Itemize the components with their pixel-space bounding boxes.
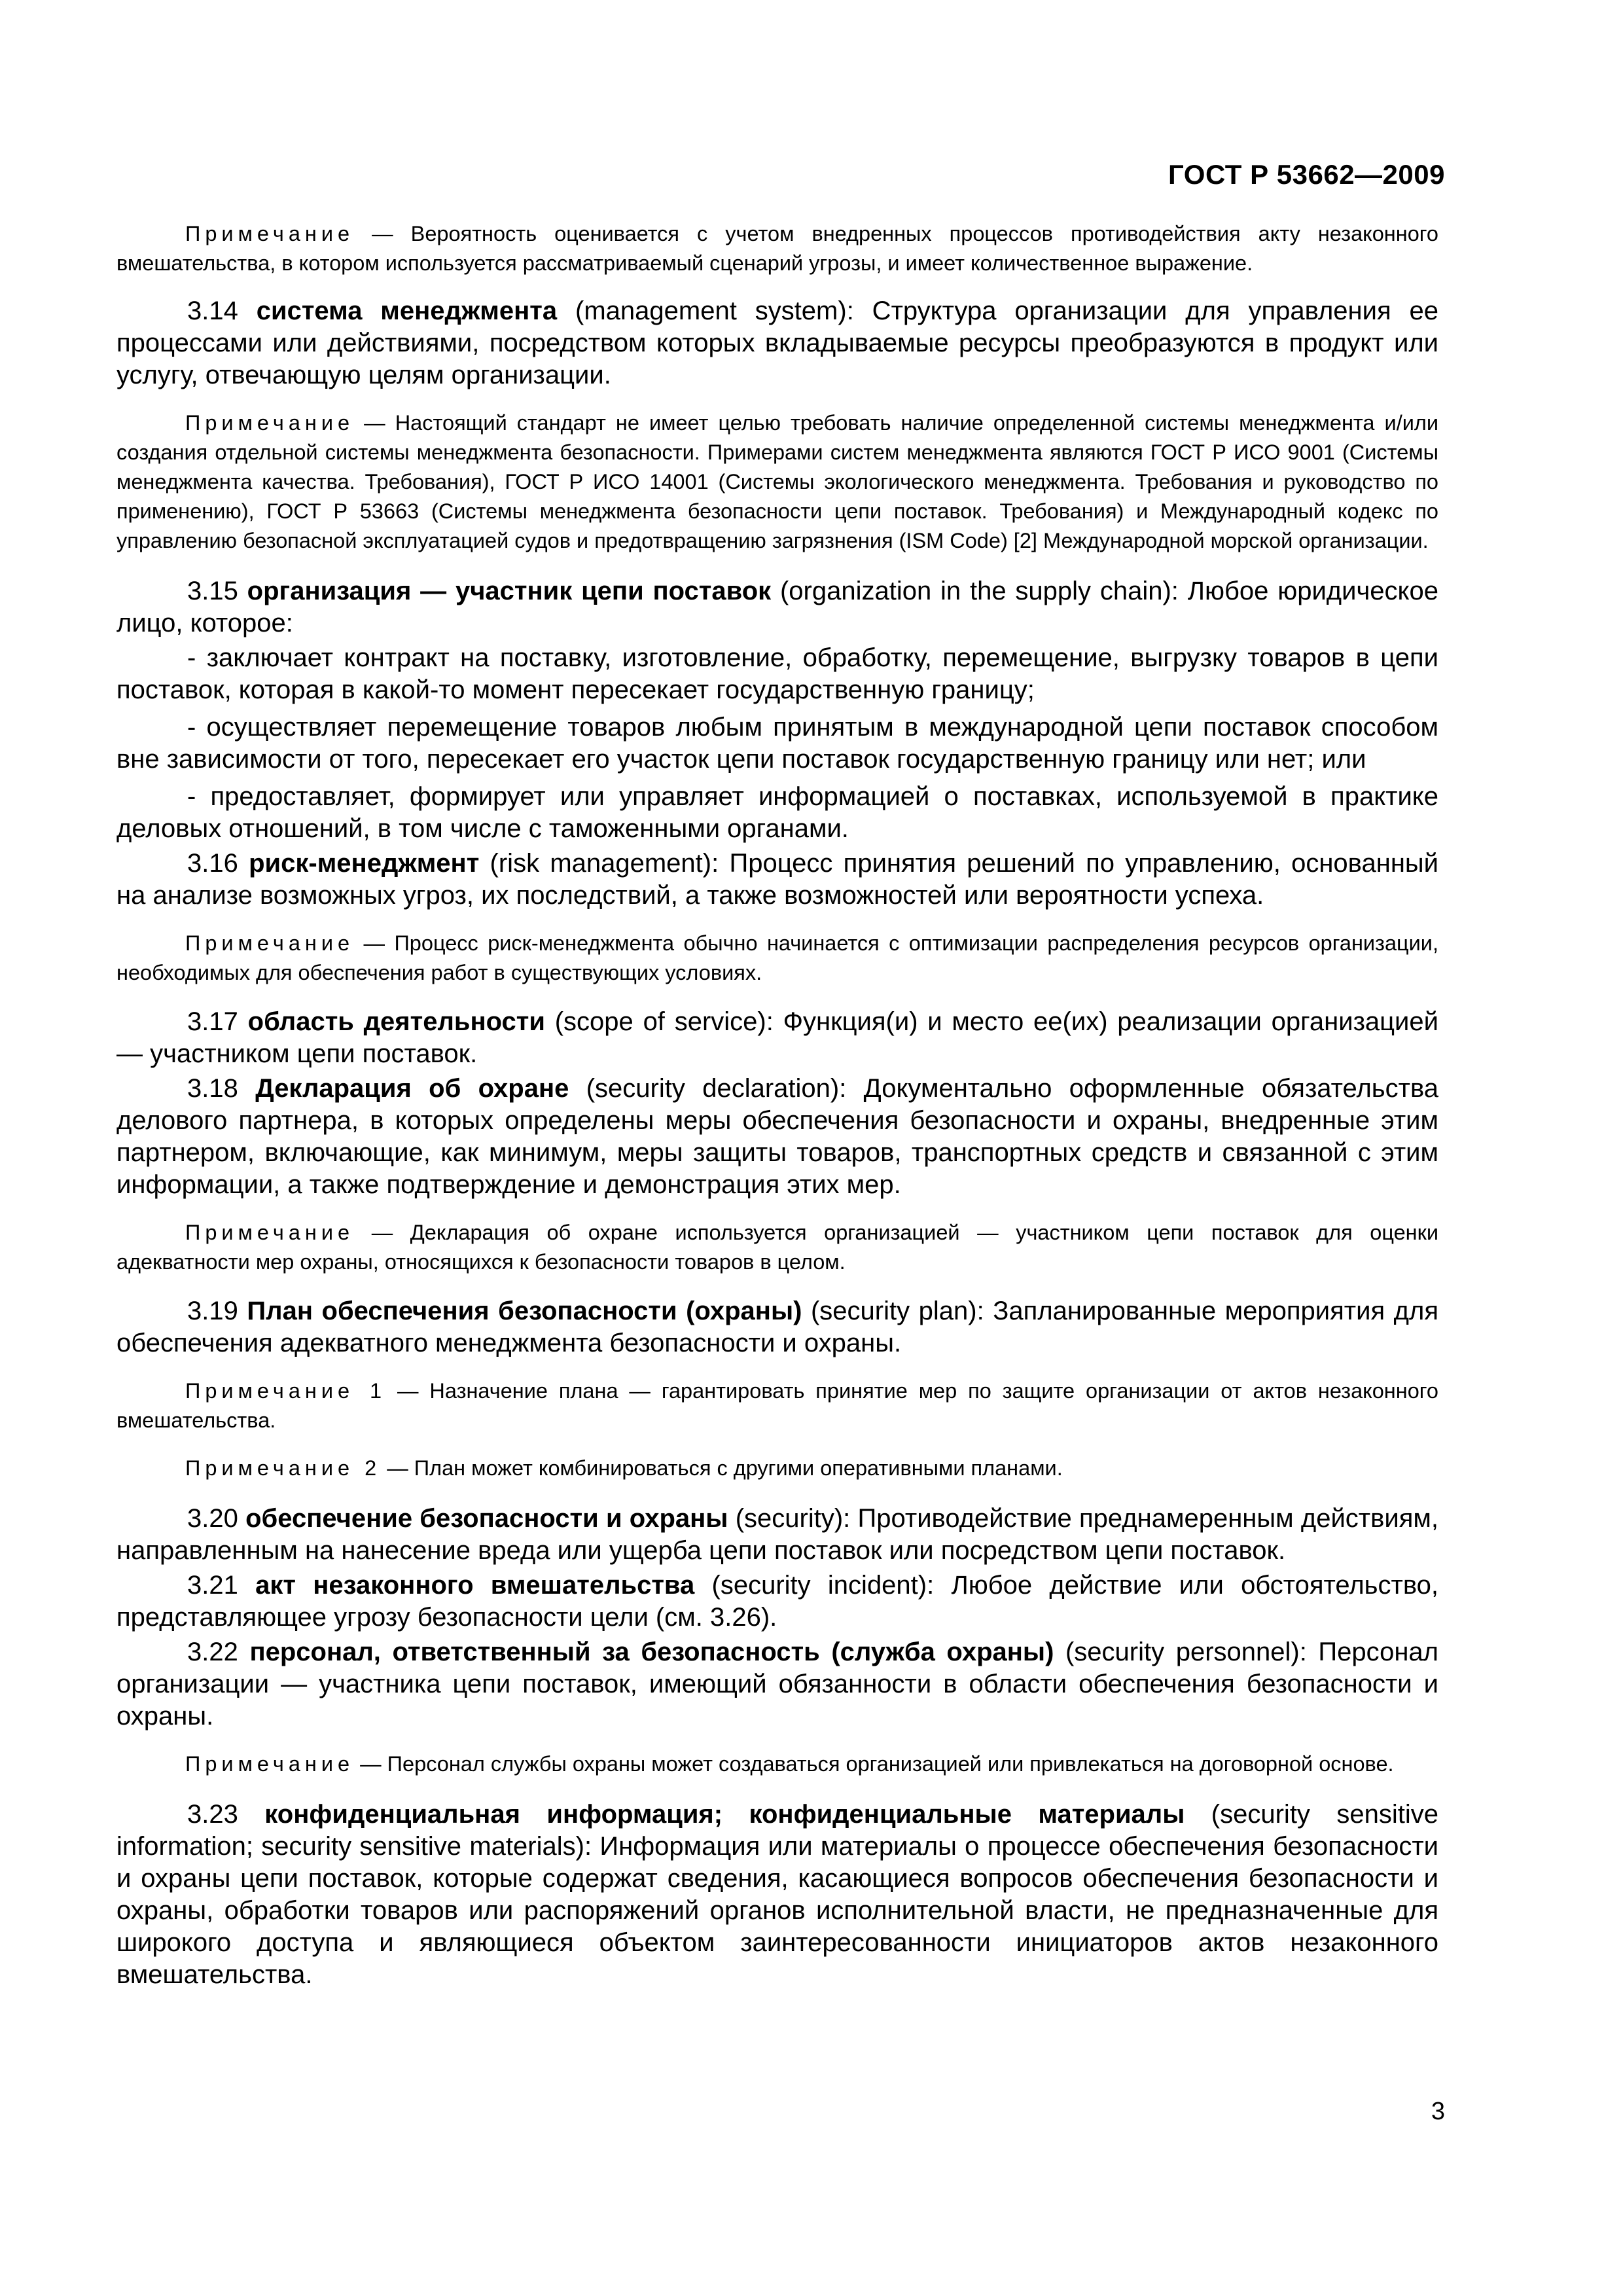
- term-title: организация — участник цепи поставок: [247, 577, 772, 605]
- list-item: - осуществляет перемещение товаров любым принятым в международной цепи поставок способом вне зависимости от того, пересекает его участок цепи поставок государственную границу или нет; или: [116, 713, 1438, 774]
- term-3-22: [116, 1636, 1438, 1732]
- term-number: 3.16: [187, 849, 249, 878]
- term-definition: (security sensitive information; security sensitive materials): Информация или материалы о процессе обеспечения безопасности и охраны цепи поставок, которые содержат сведения, касающиеся вопросов обеспечения безопасности и охраны, обработки товаров или распоряжений органов исполнительной власти, не предназначенные для широкого доступа и являющиеся объектом заинтересованности инициаторов актов незаконного вмешательства.: [116, 1800, 1438, 1989]
- note-paragraph: [116, 1218, 1438, 1277]
- term-3-16: [116, 848, 1438, 912]
- page-content: [116, 219, 1438, 1998]
- term-definition: (risk management): Процесс принятия решений по управлению, основанный на анализе возможных угроз, их последствий, а также возможностей или вероятности успеха.: [116, 849, 1439, 910]
- note-text: — Настоящий стандарт не имеет целью требовать наличие определенной системы менеджмента и/или создания отдельной системы менеджмента безопасности. Примерами систем менеджмента являются ГОСТ Р ИСО 9001 (Системы менеджмента качества. Требования), ГОСТ Р ИСО 14001 (Системы экологического менеджмента. Требования и руководство по применению), ГОСТ Р 53663 (Системы менеджмента безопасности цепи поставок. Требования) и Международный кодекс по управлению безопасной эксплуатацией судов и предотвращению загрязнения (ISM Code) [2] Международной морской организации.: [116, 411, 1438, 552]
- note-text: — План может комбинироваться с другими оперативными планами.: [381, 1456, 1063, 1480]
- term-3-15: [116, 575, 1438, 639]
- term-title: конфиденциальная информация; конфиденциальные материалы: [264, 1800, 1185, 1829]
- term-title: План обеспечения безопасности (охраны): [247, 1297, 802, 1325]
- note-label: Примечание: [185, 931, 355, 955]
- term-3-20: [116, 1503, 1438, 1567]
- term-number: 3.14: [187, 296, 257, 325]
- note-paragraph: [116, 1749, 1438, 1779]
- term-number: 3.23: [187, 1800, 265, 1829]
- term-title: область деятельности: [247, 1007, 545, 1036]
- term-definition: (security plan): Запланированные мероприятия для обеспечения адекватного менеджмента безопасности и охраны.: [116, 1297, 1438, 1357]
- note-paragraph: [116, 219, 1438, 278]
- term-definition: (security): Противодействие преднамеренным действиям, направленным на нанесение вреда или ущерба цепи поставок или посредством цепи поставок.: [116, 1504, 1438, 1565]
- note-paragraph: [116, 1376, 1438, 1435]
- term-3-18: [116, 1073, 1438, 1201]
- note-label: Примечание: [185, 411, 355, 435]
- note-paragraph: [116, 929, 1438, 988]
- term-definition: (security personnel): Персонал организации — участника цепи поставок, имеющий обязанности в области обеспечения безопасности и охраны.: [116, 1638, 1439, 1731]
- page-number: 3: [1431, 2098, 1445, 2125]
- standard-code-header: ГОСТ Р 53662—2009: [1168, 159, 1445, 190]
- note-text: — Процесс риск-менеджмента обычно начинается с оптимизации распределения ресурсов организации, необходимых для обеспечения работ в существующих условиях.: [116, 931, 1438, 984]
- note-label: Примечание: [185, 1752, 355, 1776]
- term-number: 3.17: [187, 1007, 248, 1036]
- term-definition: (security declaration): Документально оформленные обязательства делового партнера, в которых определены меры обеспечения безопасности и охраны, внедренные этим партнером, включающие, как минимум, меры защиты товаров, транспортных средств и связанной с этим информации, а также подтверждение и демонстрация этих мер.: [116, 1074, 1438, 1199]
- term-title: система менеджмента: [256, 296, 558, 325]
- term-number: 3.18: [187, 1074, 256, 1103]
- term-definition: (management system): Структура организации для управления ее процессами или действиями, посредством которых вкладываемые ресурсы преобразуются в продукт или услугу, отвечающую целям организации.: [116, 296, 1439, 389]
- term-number: 3.19: [187, 1297, 247, 1325]
- term-number: 3.21: [187, 1571, 256, 1600]
- note-label: Примечание: [185, 1221, 355, 1244]
- term-number: 3.15: [187, 577, 247, 605]
- term-3-19: [116, 1295, 1438, 1359]
- term-title: Декларация об охране: [255, 1074, 569, 1103]
- note-text: — Назначение плана — гарантировать принятие мер по защите организации от актов незаконного вмешательства.: [116, 1379, 1438, 1432]
- note-paragraph: [116, 408, 1438, 556]
- note-label: Примечание 2: [185, 1456, 382, 1480]
- term-number: 3.20: [187, 1504, 246, 1533]
- term-title: риск-менеджмент: [249, 849, 480, 878]
- note-label: Примечание 1: [185, 1379, 387, 1403]
- term-3-17: [116, 1006, 1438, 1070]
- note-text: — Персонал службы охраны может создаваться организацией или привлекаться на договорной основе.: [354, 1752, 1394, 1776]
- term-definition: (scope of service): Функция(и) и место ее(их) реализации организацией — участником цепи поставок.: [116, 1007, 1438, 1068]
- term-title: обеспечение безопасности и охраны: [245, 1504, 728, 1533]
- term-definition: (security incident): Любое действие или обстоятельство, представляющее угрозу безопасности цели (см. 3.26).: [116, 1571, 1438, 1632]
- term-definition: (organization in the supply chain): Любое юридическое лицо, которое:: [116, 577, 1438, 637]
- note-paragraph: [116, 1454, 1438, 1483]
- term-title: персонал, ответственный за безопасность (служба охраны): [249, 1638, 1054, 1666]
- term-3-23: [116, 1799, 1438, 1991]
- term-number: 3.22: [187, 1638, 250, 1666]
- list-item: - заключает контракт на поставку, изготовление, обработку, перемещение, выгрузку товаров в цепи поставок, которая в какой-то момент пересекает государственную границу;: [116, 643, 1438, 704]
- note-text: — Декларация об охране используется организацией — участником цепи поставок для оценки адекватности мер охраны, относящихся к безопасности товаров в целом.: [116, 1221, 1438, 1274]
- note-label: Примечание: [185, 222, 355, 245]
- list-item: - предоставляет, формирует или управляет информацией о поставках, используемой в практике деловых отношений, в том числе с таможенными органами.: [116, 782, 1438, 843]
- note-text: — Вероятность оценивается с учетом внедренных процессов противодействия акту незаконного вмешательства, в котором используется рассматриваемый сценарий угрозы, и имеет количественное выражение.: [116, 222, 1438, 275]
- term-title: акт незаконного вмешательства: [255, 1571, 695, 1600]
- term-3-21: [116, 1570, 1438, 1634]
- term-3-14: [116, 295, 1438, 391]
